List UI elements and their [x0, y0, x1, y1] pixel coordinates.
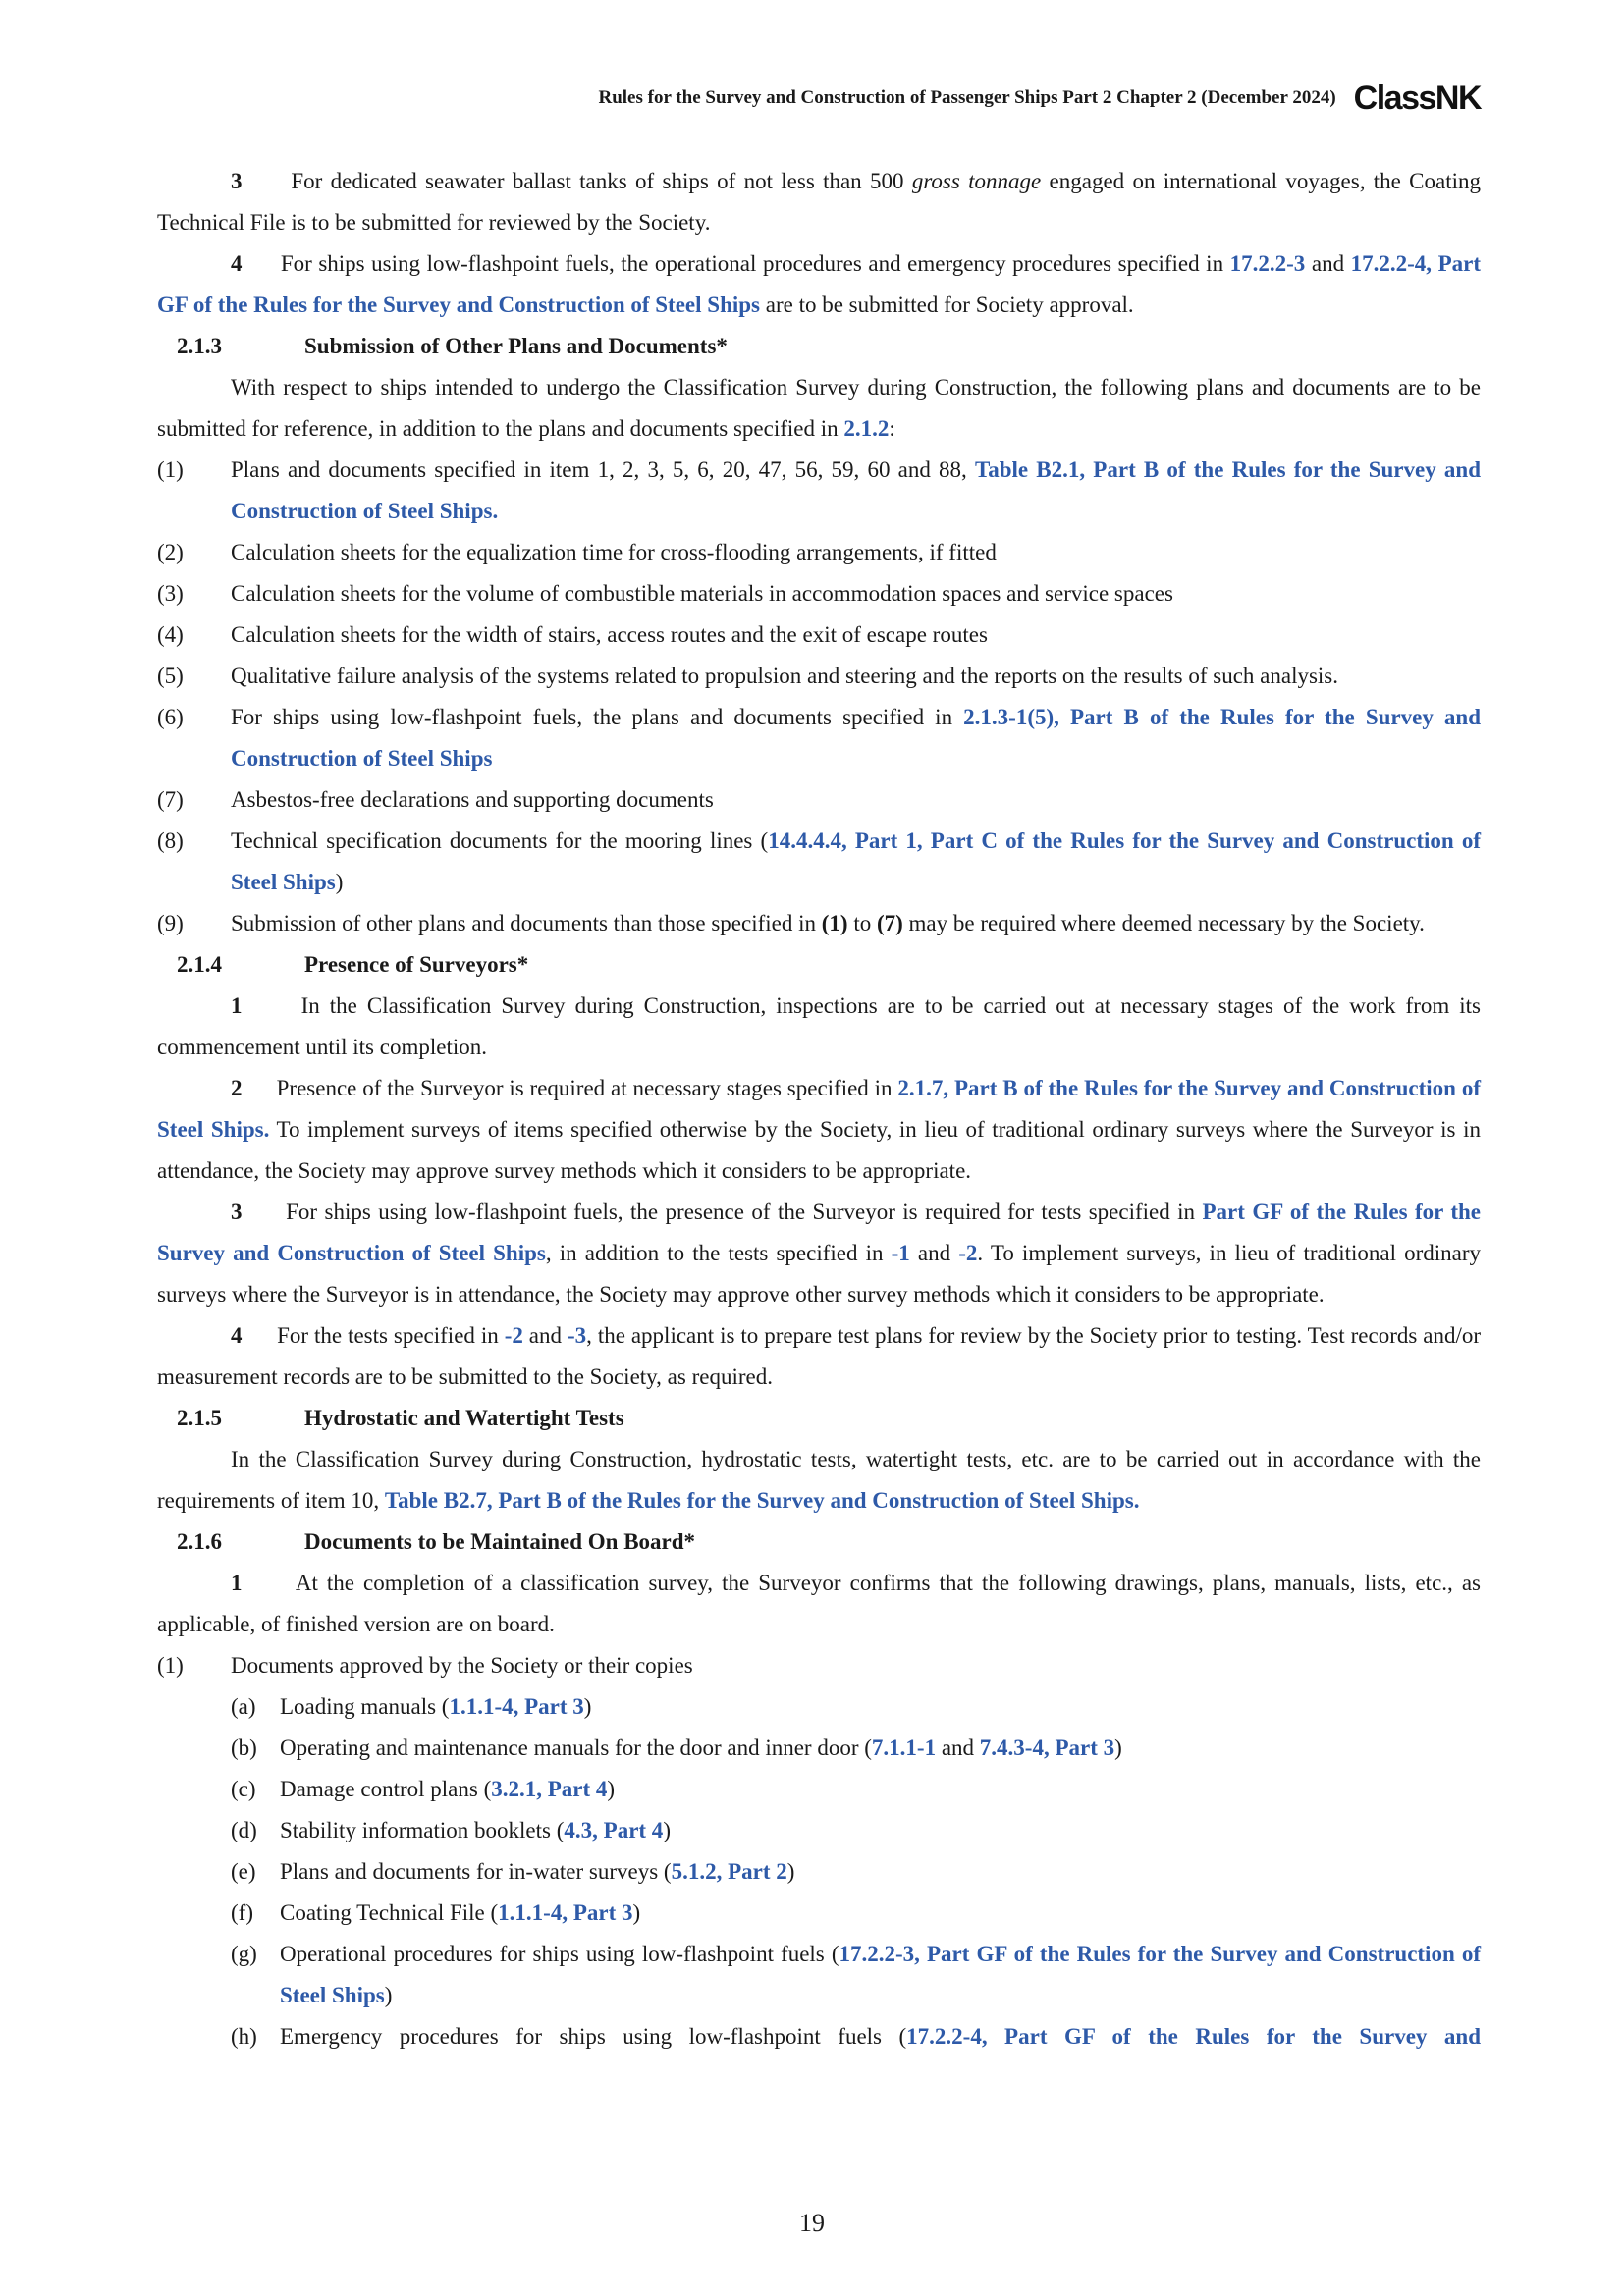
- sub-list-item: (b) Operating and maintenance manuals for the door and inner door (7.1.1-1 and 7.4.3-4, Part 3): [231, 1735, 1122, 1760]
- section-body: In the Classification Survey during Construction, hydrostatic tests, watertight tests, etc. are to be carried out in accordance with the requirements of item 10, Table B2.7, Part B of the Rules for the Survey and Construction of Steel Ships.: [157, 1447, 1481, 1513]
- section-title: Documents to be Maintained On Board*: [304, 1529, 696, 1554]
- reference-link[interactable]: Part GF of the Rules for the Survey and Construction of Steel Ships: [157, 1200, 1482, 1265]
- paragraph-3: 3 For dedicated seawater ballast tanks of ships of not less than 500 gross tonnage engaged on international voyages, the Coating Technical File is to be submitted for reviewed by the Society.: [157, 169, 1482, 235]
- paragraph-1: 1 In the Classification Survey during Construction, inspections are to be carried out at necessary stages of the work from its commencement until its completion.: [157, 993, 1481, 1059]
- section-number: 2.1.6: [177, 1529, 222, 1554]
- section-heading-2-1-4: [157, 944, 1481, 986]
- reference-link[interactable]: -3: [567, 1323, 587, 1348]
- sub-list-item: (g) Operational procedures for ships using low-flashpoint fuels (17.2.2-3, Part GF of the Rules for the Survey and Construction of Steel Ships): [231, 1942, 1481, 2007]
- sub-list-item: (a) Loading manuals (1.1.1-4, Part 3): [231, 1694, 592, 1719]
- reference-link[interactable]: 7.4.3-4, Part 3: [979, 1735, 1115, 1760]
- page-header: [157, 79, 1481, 118]
- reference-link[interactable]: 2.1.3-1(5), Part B of the Rules for the Survey and Construction of Steel Ships: [231, 705, 1481, 771]
- paragraph-number: 3: [231, 169, 243, 193]
- sub-list-item: (f) Coating Technical File (1.1.1-4, Part 3): [231, 1900, 641, 1925]
- reference-link[interactable]: 1.1.1-4, Part 3: [498, 1900, 633, 1925]
- paragraph-number: 4: [231, 251, 243, 276]
- reference-link[interactable]: 3.2.1, Part 4: [491, 1777, 608, 1801]
- document-body: [157, 161, 1481, 2057]
- section-heading-2-1-6: [157, 1522, 1481, 1563]
- reference-link[interactable]: 7.1.1-1: [871, 1735, 937, 1760]
- list-item: (8) Technical specification documents for the mooring lines (14.4.4.4, Part 1, Part C of the Rules for the Survey and Construction of Steel Ships): [157, 828, 1481, 894]
- paragraph-2: 2 Presence of the Surveyor is required at necessary stages specified in 2.1.7, Part B of the Rules for the Survey and Construction of Steel Ships. To implement surveys of items specified otherwise by the Society, in lieu of traditional ordinary surveys where the Surveyor is in attendance, the Society may approve survey methods which it considers to be appropriate.: [157, 1076, 1481, 1183]
- section-intro: With respect to ships intended to undergo the Classification Survey during Construction, the following plans and documents are to be submitted for reference, in addition to the plans and documents specified in 2.1.2:: [157, 375, 1481, 441]
- list-item: (3) Calculation sheets for the volume of combustible materials in accommodation spaces and service spaces: [157, 581, 1173, 606]
- section-number: 2.1.3: [177, 334, 222, 358]
- section-title: Submission of Other Plans and Documents*: [304, 334, 728, 358]
- sub-list-item: (h) Emergency procedures for ships using low-flashpoint fuels (17.2.2-4, Part GF of the Rules for the Survey and: [231, 2024, 1481, 2049]
- section-title: Presence of Surveyors*: [304, 952, 529, 977]
- reference-link[interactable]: -2: [504, 1323, 523, 1348]
- section-number: 2.1.5: [177, 1406, 222, 1430]
- header-title: Rules for the Survey and Construction of Passenger Ships Part 2 Chapter 2 (December 2024): [598, 87, 1336, 108]
- sub-list-item: (e) Plans and documents for in-water surveys (5.1.2, Part 2): [231, 1859, 795, 1884]
- reference-link[interactable]: 1.1.1-4, Part 3: [449, 1694, 584, 1719]
- reference-link[interactable]: 17.2.2-4, Part GF of the Rules for the Survey and Construction of Steel Ships: [157, 251, 1482, 317]
- reference-link[interactable]: Table B2.7, Part B of the Rules for the Survey and Construction of Steel Ships.: [384, 1488, 1140, 1513]
- paragraph-1: 1 At the completion of a classification survey, the Surveyor confirms that the following drawings, plans, manuals, lists, etc., as applicable, of finished version are on board.: [157, 1571, 1481, 1636]
- reference-link[interactable]: 5.1.2, Part 2: [671, 1859, 787, 1884]
- reference-link[interactable]: -1: [891, 1241, 910, 1265]
- reference-link[interactable]: -2: [958, 1241, 978, 1265]
- reference-link[interactable]: 17.2.2-4, Part GF of the Rules for the Survey and: [906, 2024, 1481, 2049]
- reference-link[interactable]: 17.2.2-3, Part GF of the Rules for the Survey and Construction of Steel Ships: [280, 1942, 1481, 2007]
- reference-link[interactable]: 4.3, Part 4: [564, 1818, 664, 1842]
- section-heading-2-1-3: [157, 326, 1481, 367]
- paragraph-4: 4 For the tests specified in -2 and -3, the applicant is to prepare test plans for review by the Society prior to testing. Test records and/or measurement records are to be submitted to the Society, as required.: [157, 1323, 1481, 1389]
- paragraph-4: 4 For ships using low-flashpoint fuels, the operational procedures and emergency procedures specified in 17.2.2-3 and 17.2.2-4, Part GF of the Rules for the Survey and Construction of Steel Ships are to be submitted for Society approval.: [157, 251, 1482, 317]
- section-heading-2-1-5: [157, 1398, 1481, 1439]
- paragraph-3: 3 For ships using low-flashpoint fuels, the presence of the Surveyor is required for tests specified in Part GF of the Rules for the Survey and Construction of Steel Ships, in addition to the tests specified in -1 and -2. To implement surveys, in lieu of traditional ordinary surveys where the Surveyor is in attendance, the Society may approve other survey methods which it considers to be appropriate.: [157, 1200, 1482, 1307]
- classnk-logo: ClassNK: [1353, 79, 1481, 117]
- list-item: (5) Qualitative failure analysis of the systems related to propulsion and steering and the reports on the results of such analysis.: [157, 664, 1338, 688]
- list-item: (6) For ships using low-flashpoint fuels, the plans and documents specified in 2.1.3-1(5), Part B of the Rules for the Survey and Construction of Steel Ships: [157, 705, 1481, 771]
- list-item: (4) Calculation sheets for the width of stairs, access routes and the exit of escape routes: [157, 622, 988, 647]
- list-item: (1) Documents approved by the Society or their copies: [157, 1653, 693, 1678]
- italic-term: gross tonnage: [911, 169, 1042, 193]
- sub-list-item: (c) Damage control plans (3.2.1, Part 4): [231, 1777, 616, 1801]
- reference-link[interactable]: 2.1.7, Part B of the Rules for the Survey and Construction of Steel Ships.: [157, 1076, 1481, 1142]
- sub-list-item: (d) Stability information booklets (4.3, Part 4): [231, 1818, 671, 1842]
- reference-link[interactable]: 2.1.2: [843, 416, 890, 441]
- list-item: (2) Calculation sheets for the equalization time for cross-flooding arrangements, if fitted: [157, 540, 997, 564]
- reference-link[interactable]: 14.4.4.4, Part 1, Part C of the Rules for the Survey and Construction of Steel Ships: [231, 828, 1481, 894]
- reference-link[interactable]: 17.2.2-3: [1229, 251, 1306, 276]
- list-item: (7) Asbestos-free declarations and supporting documents: [157, 787, 714, 812]
- reference-link[interactable]: Table B2.1, Part B of the Rules for the Survey and Construction of Steel Ships.: [231, 457, 1481, 523]
- page-number: 19: [799, 2209, 825, 2237]
- list-item: (9) Submission of other plans and documents than those specified in (1) to (7) may be required where deemed necessary by the Society.: [157, 911, 1425, 935]
- section-number: 2.1.4: [177, 952, 222, 977]
- list-item: (1) Plans and documents specified in item 1, 2, 3, 5, 6, 20, 47, 56, 59, 60 and 88, Table B2.1, Part B of the Rules for the Survey and Construction of Steel Ships.: [157, 457, 1481, 523]
- section-title: Hydrostatic and Watertight Tests: [304, 1406, 624, 1430]
